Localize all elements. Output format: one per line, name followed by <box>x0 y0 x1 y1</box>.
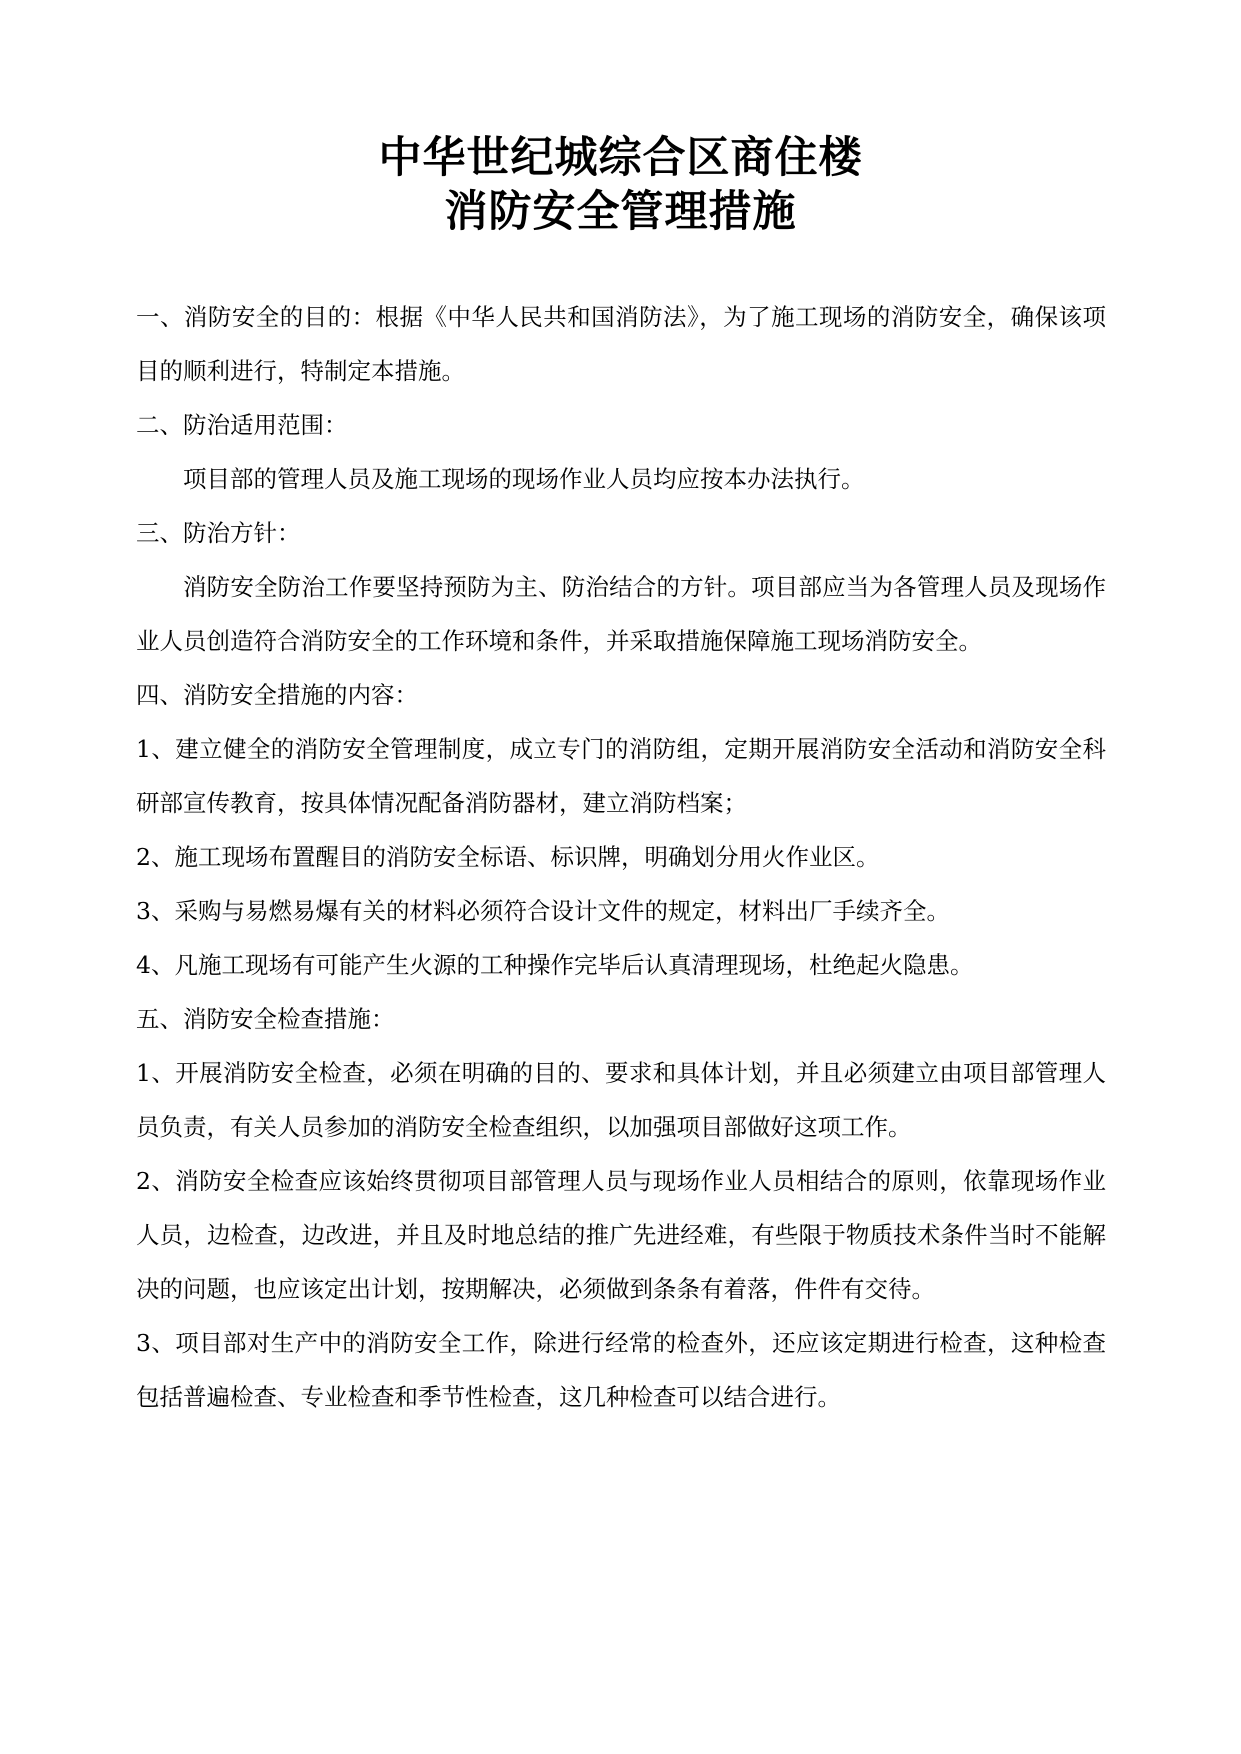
section-2-heading: 二、防治适用范围： <box>136 411 348 439</box>
section-3-text: 消防安全防治工作要坚持预防为主、防治结合的方针。项目部应当为各管理人员及现场作业人员创造符合消防安全的工作环境和条件，并采取措施保障施工现场消防安全。 <box>136 573 1106 655</box>
section-1-purpose: 一、消防安全的目的：根据《中华人民共和国消防法》，为了施工现场的消防安全，确保该项目的顺利进行，特制定本措施。 <box>136 303 1106 385</box>
document-title-line-2: 消防安全管理措施 <box>444 187 797 237</box>
document-body <box>136 290 1106 1424</box>
section-5-item-2: 2、消防安全检查应该始终贯彻项目部管理人员与现场作业人员相结合的原则，依靠现场作业人员，边检查，边改进，并且及时地总结的推广先进经难，有些限于物质技术条件当时不能解决的问题，也应该定出计划，按期解决，必须做到条条有着落，件件有交待。 <box>136 1167 1106 1303</box>
section-3-heading: 三、防治方针： <box>136 519 301 547</box>
section-4-item-3: 3、采购与易燃易爆有关的材料必须符合设计文件的规定，材料出厂手续齐全。 <box>136 897 950 925</box>
section-5-heading: 五、消防安全检查措施： <box>136 1005 395 1033</box>
document-title-line-1: 中华世纪城综合区商住楼 <box>378 133 863 183</box>
section-5-item-3: 3、项目部对生产中的消防安全工作，除进行经常的检查外，还应该定期进行检查，这种检查包括普遍检查、专业检查和季节性检查，这几种检查可以结合进行。 <box>136 1329 1106 1411</box>
section-4-item-1: 1、建立健全的消防安全管理制度，成立专门的消防组，定期开展消防安全活动和消防安全科研部宣传教育，按具体情况配备消防器材，建立消防档案； <box>136 735 1106 817</box>
section-2-text: 项目部的管理人员及施工现场的现场作业人员均应按本办法执行。 <box>183 465 865 493</box>
section-5-item-1: 1、开展消防安全检查，必须在明确的目的、要求和具体计划，并且必须建立由项目部管理人员负责，有关人员参加的消防安全检查组织，以加强项目部做好这项工作。 <box>136 1059 1106 1141</box>
section-4-heading: 四、消防安全措施的内容： <box>136 681 418 709</box>
section-4-item-4: 4、凡施工现场有可能产生火源的工种操作完毕后认真清理现场，杜绝起火隐患。 <box>136 951 974 979</box>
section-4-item-2: 2、施工现场布置醒目的消防安全标语、标识牌，明确划分用火作业区。 <box>136 843 880 871</box>
